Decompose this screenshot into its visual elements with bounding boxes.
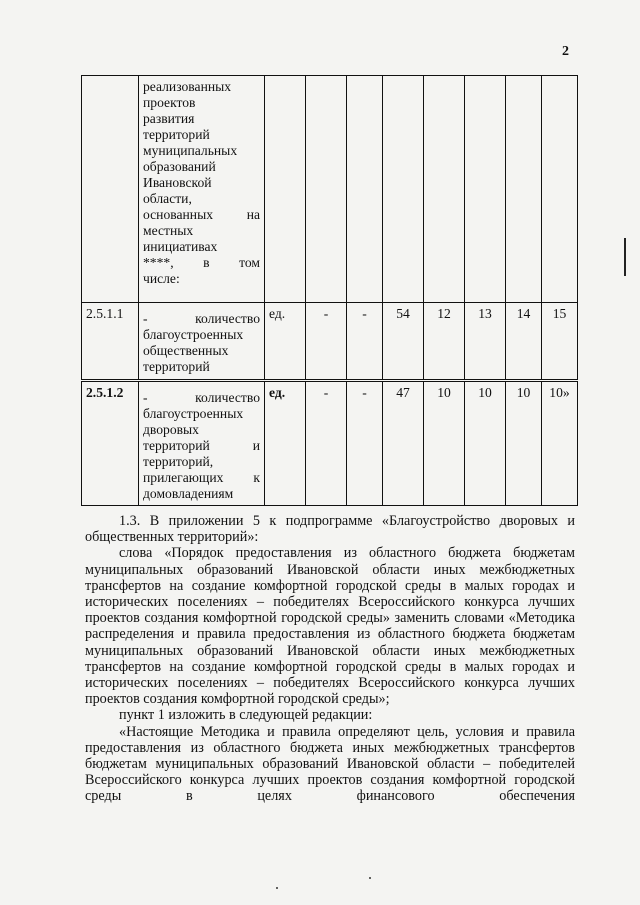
table-cell-value: 12 xyxy=(424,303,465,381)
description-line: территорий xyxy=(143,127,210,142)
description-line: числе: xyxy=(143,271,180,286)
table-cell-value: 13 xyxy=(465,303,506,381)
table-cell-code xyxy=(82,76,139,303)
table-cell-code: 2.5.1.2 xyxy=(82,381,139,506)
table-cell-value: 54 xyxy=(383,303,424,381)
table-cell-value: - xyxy=(306,381,347,506)
table-cell-value: 10 xyxy=(506,381,542,506)
table-row xyxy=(82,381,578,506)
description-line: - количество xyxy=(143,390,260,405)
paragraph-new-text: «Настоящие Методика и правила определяют цель, условия и правила предоставления из областного бюджета иных межбюджетных трансфертов бюджетам муниципальных образований Ивановской области – победителей Всероссийского конкурса лучших проектов создания комфортной городской среды в целях финансового обеспечения xyxy=(85,723,575,805)
paragraph-replace-words: слова «Порядок предоставления из областного бюджета бюджетам муниципальных образований Ивановской области иных межбюджетных трансфертов на создание комфортной городской среды в малых городах и исторических поселениях – победителях Всероссийского конкурса лучших проектов создания комфортной городской среды» заменить словами «Методика распределения и правила предоставления из областного бюджета бюджетам муниципальных образований Ивановской области иных межбюджетных трансфертов на создание комфортной городской среды в малых городах и исторических поселениях – победителях Всероссийского конкурса лучших проектов создания комфортной городской среды»; xyxy=(85,545,575,708)
table-cell-value: 10» xyxy=(542,381,578,506)
table-cell-description xyxy=(139,381,265,506)
description-line: территорий и xyxy=(143,438,260,453)
description-line: инициативах xyxy=(143,239,218,254)
table-cell-unit: ед. xyxy=(265,381,306,506)
description-line: общественных xyxy=(143,343,229,358)
table-cell-value: 15 xyxy=(542,303,578,381)
description-line: домовладениям xyxy=(143,486,234,501)
description-line: - количество xyxy=(143,311,260,326)
document-body xyxy=(85,513,575,805)
table-cell-value: 14 xyxy=(506,303,542,381)
description-line: местных xyxy=(143,223,194,238)
table-cell-value: - xyxy=(347,381,383,506)
description-line: муниципальных xyxy=(143,143,238,158)
description-line: дворовых xyxy=(143,422,199,437)
table-cell-value: 47 xyxy=(383,381,424,506)
table-cell-description xyxy=(139,76,265,303)
description-line: образований xyxy=(143,159,216,174)
description-line: основанных на xyxy=(143,207,260,222)
paragraph-item-1-3: 1.3. В приложении 5 к подпрограмме «Благоустройство дворовых и общественных территорий»: xyxy=(85,513,575,546)
scan-speck xyxy=(369,877,371,879)
page-number: 2 xyxy=(562,44,569,59)
table-cell-description xyxy=(139,303,265,381)
table-cell-value: - xyxy=(306,303,347,381)
table-row xyxy=(82,303,578,381)
paragraph-point-1: пункт 1 изложить в следующей редакции: xyxy=(119,707,373,724)
table-cell-value: 10 xyxy=(424,381,465,506)
table-cell-value: - xyxy=(347,303,383,381)
table-cell-code: 2.5.1.1 xyxy=(82,303,139,381)
table-cell-unit: ед. xyxy=(265,303,306,381)
description-line: благоустроенных xyxy=(143,406,244,421)
table-row-continuation xyxy=(82,76,578,303)
margin-mark xyxy=(624,238,626,276)
description-line: области, xyxy=(143,191,192,206)
scan-speck xyxy=(276,887,278,889)
description-line: реализованных xyxy=(143,79,232,94)
description-line: Ивановской xyxy=(143,175,212,190)
description-line: прилегающих к xyxy=(143,470,260,485)
description-line: территорий xyxy=(143,359,210,374)
table-cell-value: 10 xyxy=(465,381,506,506)
description-line: проектов xyxy=(143,95,196,110)
description-line: ****, в том xyxy=(143,255,260,270)
description-line: территорий, xyxy=(143,454,214,469)
indicators-table xyxy=(81,75,578,506)
description-line: развития xyxy=(143,111,195,126)
description-line: благоустроенных xyxy=(143,327,244,342)
